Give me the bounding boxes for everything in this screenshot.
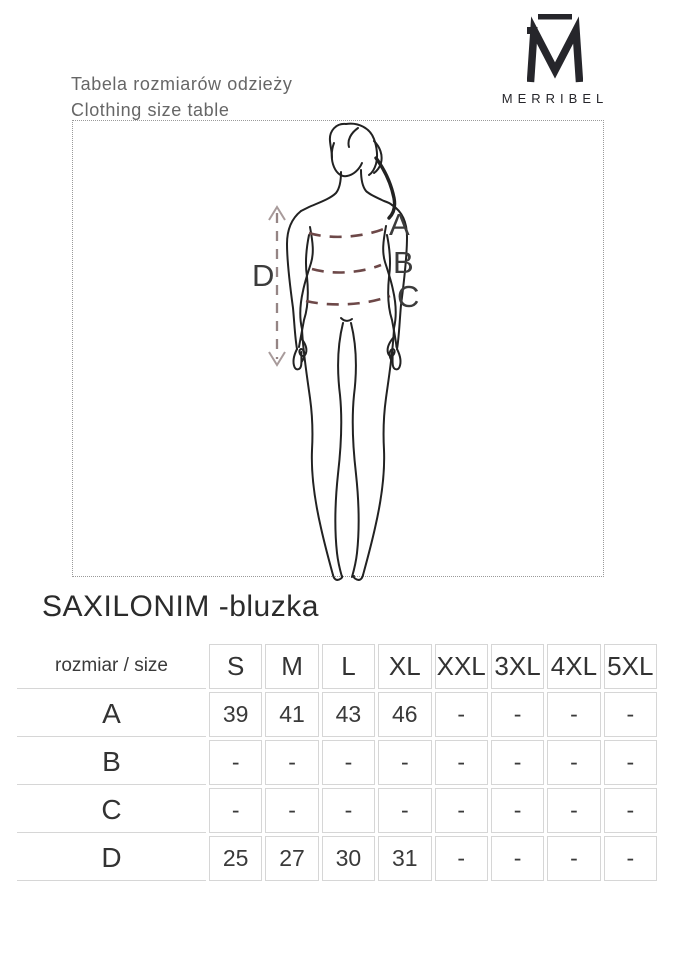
size-column-header: S (209, 644, 262, 689)
measure-label-d: D (252, 258, 275, 293)
size-value-cell: - (322, 740, 375, 785)
measurement-row-label: A (17, 692, 206, 737)
merribel-logo (490, 14, 620, 106)
size-value-cell: - (378, 740, 431, 785)
size-value-cell: - (209, 740, 262, 785)
header-title-en: Clothing size table (71, 99, 230, 120)
size-value-cell: 27 (265, 836, 318, 881)
size-value-cell: - (435, 836, 488, 881)
size-value-cell: - (547, 836, 600, 881)
size-value-cell: - (209, 788, 262, 833)
size-value-cell: - (604, 836, 657, 881)
table-row (17, 692, 657, 737)
measurement-row-label: C (17, 788, 206, 833)
size-value-cell: - (491, 740, 544, 785)
size-table (14, 641, 660, 884)
size-column-header: XL (378, 644, 431, 689)
figure-torso (300, 226, 396, 329)
hip-line (306, 296, 390, 304)
size-value-cell: - (547, 692, 600, 737)
size-value-cell: 30 (322, 836, 375, 881)
size-value-cell: 25 (209, 836, 262, 881)
size-column-header: 4XL (547, 644, 600, 689)
product-title: SAXILONIM -bluzka (42, 590, 319, 623)
figure-head (330, 124, 395, 218)
bust-line (309, 228, 386, 237)
measurement-diagram-box (72, 120, 604, 577)
table-row (17, 788, 657, 833)
size-value-cell: - (435, 788, 488, 833)
size-value-cell: 39 (209, 692, 262, 737)
figure-sketch (72, 120, 604, 577)
size-value-cell: - (491, 788, 544, 833)
measure-label-c: C (397, 279, 420, 314)
size-value-cell: - (604, 740, 657, 785)
table-row (17, 740, 657, 785)
size-value-cell: - (604, 692, 657, 737)
size-value-cell: - (322, 788, 375, 833)
measure-label-a: A (389, 207, 410, 242)
size-value-cell: 41 (265, 692, 318, 737)
size-column-header: M (265, 644, 318, 689)
size-table-corner-label: rozmiar / size (17, 644, 206, 689)
size-table-body (17, 692, 657, 881)
size-value-cell: 31 (378, 836, 431, 881)
size-column-header: XXL (435, 644, 488, 689)
waist-line (312, 265, 381, 272)
size-column-header: 3XL (491, 644, 544, 689)
size-value-cell: - (604, 788, 657, 833)
size-value-cell: - (491, 692, 544, 737)
size-value-cell: - (265, 740, 318, 785)
measurement-row-label: B (17, 740, 206, 785)
size-column-header: 5XL (604, 644, 657, 689)
size-value-cell: - (547, 788, 600, 833)
size-value-cell: - (435, 692, 488, 737)
size-value-cell: - (547, 740, 600, 785)
size-value-cell: - (265, 788, 318, 833)
size-column-header: L (322, 644, 375, 689)
figure-legs (302, 318, 394, 580)
size-value-cell: - (378, 788, 431, 833)
size-value-cell: - (435, 740, 488, 785)
size-value-cell: 43 (322, 692, 375, 737)
table-row (17, 836, 657, 881)
measurement-row-label: D (17, 836, 206, 881)
header-title-pl: Tabela rozmiarów odzieży (71, 74, 293, 94)
page-header (71, 72, 293, 123)
size-table-header-row (17, 644, 657, 689)
brand-m-icon (527, 14, 583, 84)
measure-label-b: B (393, 245, 414, 280)
size-value-cell: 46 (378, 692, 431, 737)
brand-name: MERRIBEL (501, 91, 609, 106)
size-value-cell: - (491, 836, 544, 881)
